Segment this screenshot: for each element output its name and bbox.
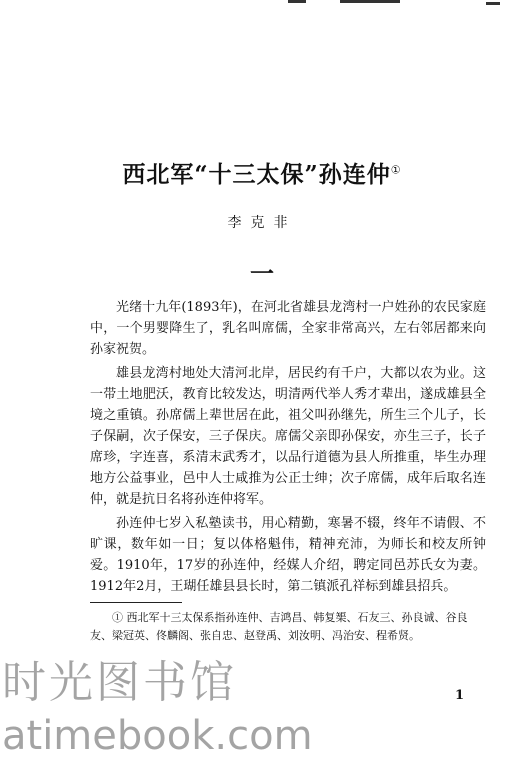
watermark-url: atimebook.com [2,713,313,759]
watermark-chinese: 时光图书馆 [2,657,237,708]
article-body [90,297,486,600]
footnote: ① 西北军十三太保系指孙连仲、吉鸿昌、韩复榘、石友三、孙良诚、谷良友、梁冠英、佟麟阁、张自忠、赵登禹、刘汝明、冯治安、程希贤。 [90,611,468,642]
page-number: 1 [455,688,465,703]
paragraph: 光绪十九年(1893年)，在河北省雄县龙湾村一户姓孙的农民家庭中，一个男婴降生了，乳名叫席儒，全家非常高兴，左右邻居都来向孙家祝贺。 [90,300,486,357]
article-title [0,156,524,189]
paragraph: 雄县龙湾村地处大清河北岸，居民约有千户，大都以农为业。这一带土地肥沃，教育比较发达，明清两代举人秀才辈出，遂成雄县全境之重镇。孙席儒上辈世居在此，祖父叫孙继先，所生三个儿子，长子保嗣，次子保安，三子保庆。席儒父亲即孙保安，亦生三子，长子席珍，字连喜，系清末武秀才，以品行道德为县人所推重，毕生办理地方公益事业，邑中人士咸推为公正士绅；次子席儒，成年后取名连仲，就是抗日名将孙连仲将军。 [90,366,486,507]
article-title-text: 西北军“十三太保”孙连仲 [122,161,391,188]
footnote-divider [90,602,182,603]
section-number: 一 [250,259,274,288]
title-footnote-marker: ① [390,163,402,177]
author-name: 李克非 [227,215,297,231]
paragraph: 孙连仲七岁入私塾读书，用心精勤，寒暑不辍，终年不请假、不旷课，数年如一日；复以体格魁伟，精神充沛，为师长和校友所钟爱。1910年，17岁的孙连仲，经媒人介绍，聘定同邑苏氏女为妻。1912年2月，王瑚任雄县县长时，第二镇派孔祥标到雄县招兵。 [90,516,486,594]
